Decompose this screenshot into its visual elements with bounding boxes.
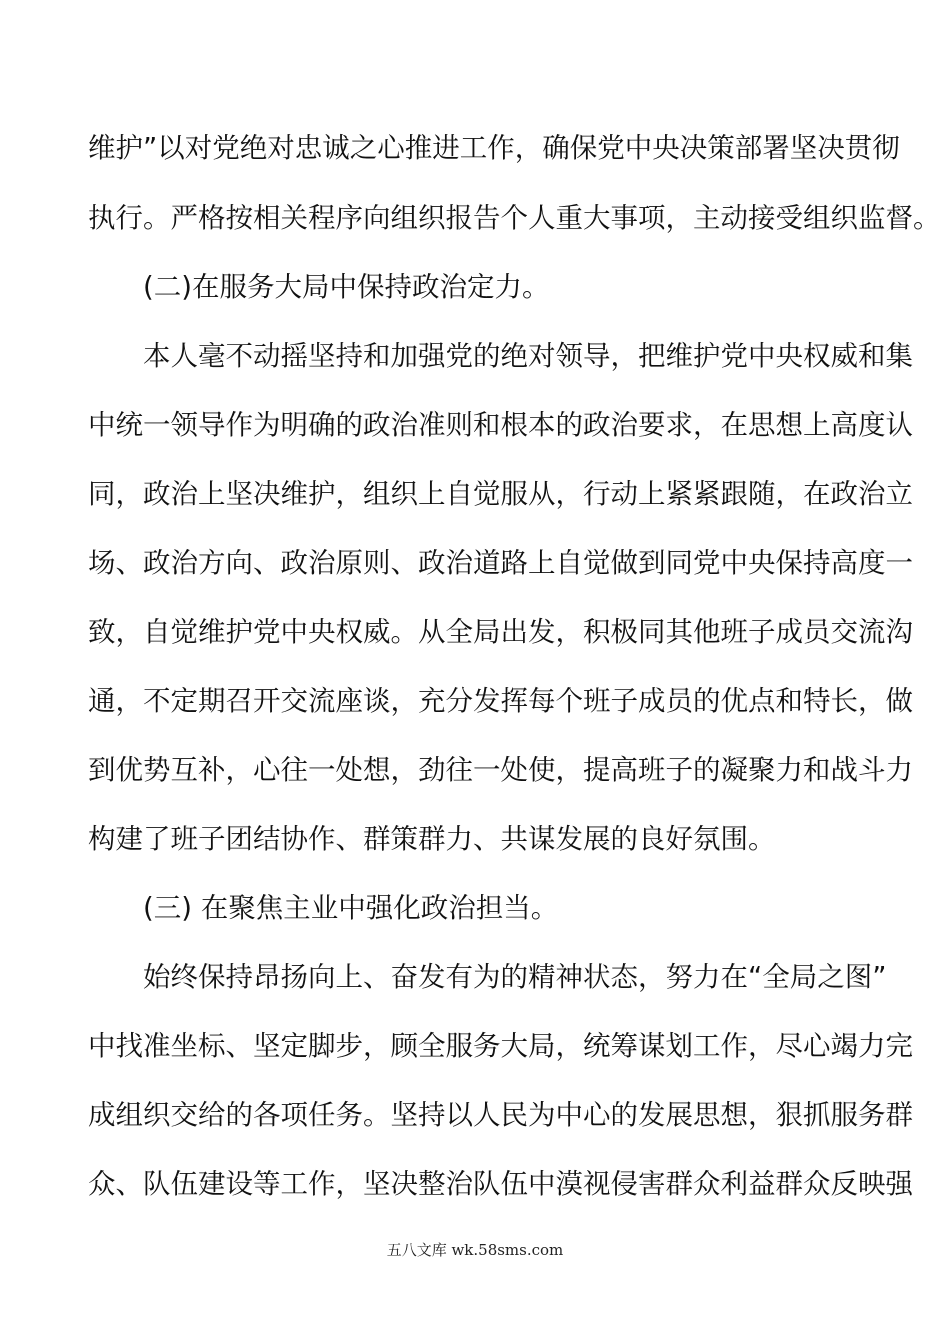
text-line: 同，政治上坚决维护，组织上自觉服从，行动上紧紧跟随，在政治立 [88,478,913,510]
text-line: 始终保持昂扬向上、奋发有为的精神状态，努力在“全局之图” [143,961,887,993]
text-line: 场、政治方向、政治原则、政治道路上自觉做到同党中央保持高度一 [88,547,913,579]
text-line: 执行。严格按相关程序向组织报告个人重大事项，主动接受组织监督。 [88,202,941,234]
text-line: 本人毫不动摇坚持和加强党的绝对领导，把维护党中央权威和集 [143,340,913,372]
text-line: 通，不定期召开交流座谈，充分发挥每个班子成员的优点和特长，做 [88,685,913,717]
text-line: 维护”以对党绝对忠诚之心推进工作，确保党中央决策部署坚决贯彻 [88,132,900,164]
text-line: 致，自觉维护党中央权威。从全局出发，积极同其他班子成员交流沟 [88,616,913,648]
text-line: 到优势互补，心往一处想，劲往一处使，提高班子的凝聚力和战斗力 [88,754,913,786]
text-line: 中统一领导作为明确的政治准则和根本的政治要求，在思想上高度认 [88,409,913,441]
section-heading: (三) 在聚焦主业中强化政治担当。 [143,892,559,924]
section-heading: (二)在服务大局中保持政治定力。 [143,271,550,303]
text-line: 构建了班子团结协作、群策群力、共谋发展的良好氛围。 [88,823,776,855]
text-line: 成组织交给的各项任务。坚持以人民为中心的发展思想，狠抓服务群 [88,1099,913,1131]
text-line: 众、队伍建设等工作，坚决整治队伍中漠视侵害群众利益群众反映强 [88,1168,913,1200]
text-line: 中找准坐标、坚定脚步，顾全服务大局，统筹谋划工作，尽心竭力完 [88,1030,913,1062]
footer-watermark: 五八文库 wk.58sms.com [386,1241,564,1259]
